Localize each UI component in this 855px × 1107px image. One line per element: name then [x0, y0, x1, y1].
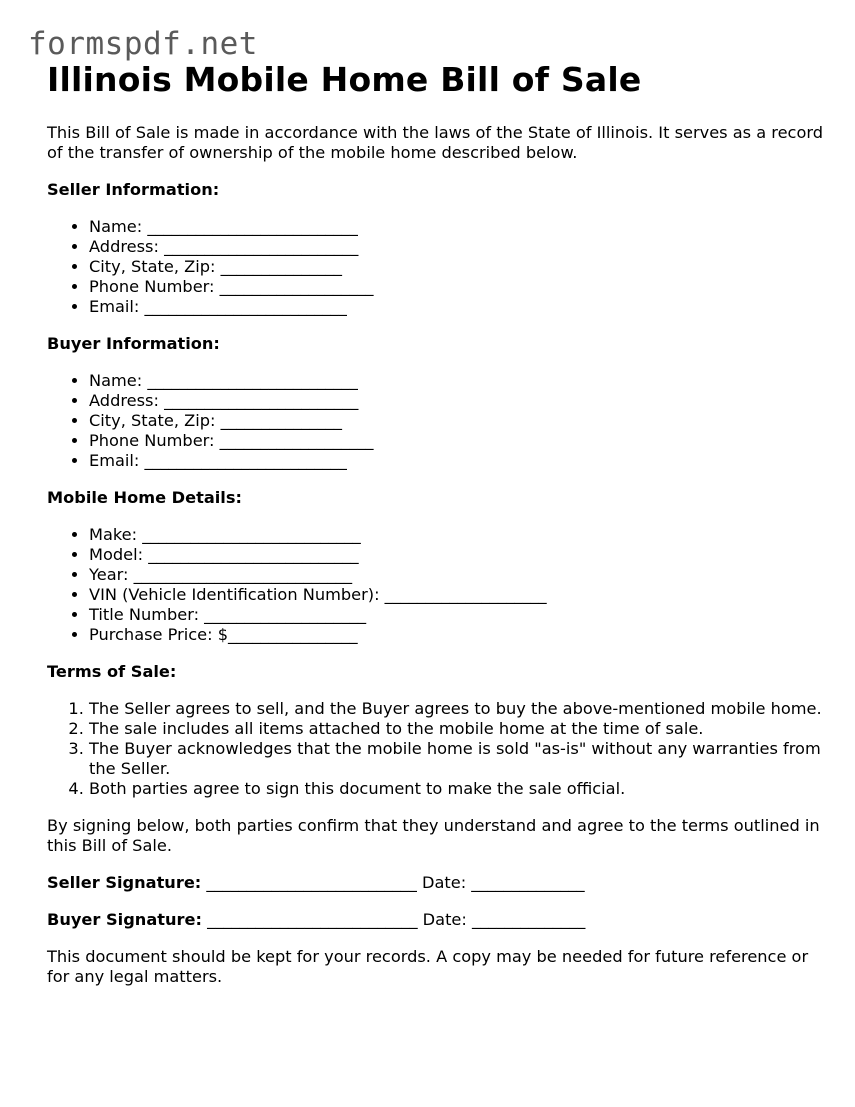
seller-signature-line: __________________________ Date: ______________ [201, 873, 585, 892]
seller-email-field: • Email: _________________________ [89, 297, 827, 317]
buyer-signature-line: __________________________ Date: ______________ [201, 910, 586, 929]
home-vin-field: • VIN (Vehicle Identification Number): ____________________ [89, 585, 827, 605]
buyer-signature-label: Buyer Signature: [47, 910, 202, 929]
buyer-signature-row [47, 910, 827, 930]
home-make-field: • Make: ___________________________ [89, 525, 827, 545]
page-title: Illinois Mobile Home Bill of Sale [47, 60, 642, 99]
term-item: 2. The sale includes all items attached to the mobile home at the time of sale. [89, 719, 827, 739]
buyer-heading: Buyer Information: [47, 334, 220, 353]
home-title-number-field: • Title Number: ____________________ [89, 605, 827, 625]
term-item: 1. The Seller agrees to sell, and the Buyer agrees to buy the above-mentioned mobile home. [89, 699, 827, 719]
home-price-field: • Purchase Price: $________________ [89, 625, 827, 645]
seller-heading: Seller Information: [47, 180, 220, 199]
seller-phone-field: • Phone Number: ___________________ [89, 277, 827, 297]
home-heading: Mobile Home Details: [47, 488, 242, 507]
seller-signature-label: Seller Signature: [47, 873, 202, 892]
watermark: formspdf.net [28, 26, 258, 62]
buyer-list [47, 371, 827, 471]
home-model-field: • Model: __________________________ [89, 545, 827, 565]
term-item: 4. Both parties agree to sign this document to make the sale official. [89, 779, 827, 799]
home-year-field: • Year: ___________________________ [89, 565, 827, 585]
home-list [47, 525, 827, 645]
buyer-address-field: • Address: ________________________ [89, 391, 827, 411]
seller-city-field: • City, State, Zip: _______________ [89, 257, 827, 277]
seller-address-field: • Address: ________________________ [89, 237, 827, 257]
buyer-name-field: • Name: __________________________ [89, 371, 827, 391]
seller-signature-row [47, 873, 827, 893]
seller-name-field: • Name: __________________________ [89, 217, 827, 237]
intro-paragraph: This Bill of Sale is made in accordance with the laws of the State of Illinois. It serves as a record of the transfer of ownership of the mobile home described below. [47, 123, 824, 162]
document-body [47, 60, 827, 987]
closing-paragraph: By signing below, both parties confirm that they understand and agree to the terms outlined in this Bill of Sale. [47, 816, 820, 855]
seller-list [47, 217, 827, 317]
buyer-email-field: • Email: _________________________ [89, 451, 827, 471]
footer-paragraph: This document should be kept for your records. A copy may be needed for future reference or for any legal matters. [47, 947, 809, 986]
terms-heading: Terms of Sale: [47, 662, 177, 681]
term-item: 3. The Buyer acknowledges that the mobile home is sold "as-is" without any warranties from the Seller. [89, 739, 827, 779]
buyer-city-field: • City, State, Zip: _______________ [89, 411, 827, 431]
buyer-phone-field: • Phone Number: ___________________ [89, 431, 827, 451]
terms-list [47, 699, 827, 799]
